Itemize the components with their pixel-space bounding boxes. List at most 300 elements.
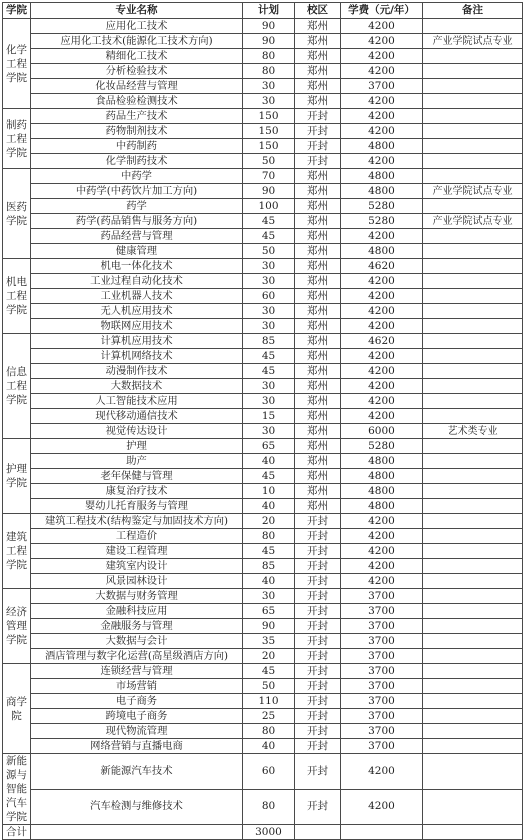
- note-cell: [423, 409, 523, 424]
- note-cell: [423, 529, 523, 544]
- campus-cell: 开封: [295, 559, 341, 574]
- table-body: [3, 19, 523, 840]
- note-cell: [423, 709, 523, 724]
- campus-cell: 开封: [295, 679, 341, 694]
- plan-cell: 60: [243, 289, 295, 304]
- major-cell: 连锁经营与管理: [31, 664, 243, 679]
- campus-cell: 开封: [295, 124, 341, 139]
- college-cell: 商学院: [3, 664, 31, 754]
- plan-cell: 50: [243, 679, 295, 694]
- college-cell: 制药工程学院: [3, 109, 31, 169]
- plan-cell: 100: [243, 199, 295, 214]
- plan-cell: 20: [243, 514, 295, 529]
- college-cell: 医药学院: [3, 169, 31, 259]
- table-row: [3, 244, 523, 259]
- campus-cell: 郑州: [295, 439, 341, 454]
- fee-cell: 5280: [341, 214, 423, 229]
- major-cell: 无人机应用技术: [31, 304, 243, 319]
- major-cell: 工程造价: [31, 529, 243, 544]
- table-row: [3, 289, 523, 304]
- campus-cell: 开封: [295, 529, 341, 544]
- campus-cell: 开封: [295, 604, 341, 619]
- plan-cell: 50: [243, 154, 295, 169]
- campus-cell: 开封: [295, 754, 341, 790]
- campus-cell: 郑州: [295, 244, 341, 259]
- table-row: [3, 259, 523, 274]
- plan-cell: 30: [243, 394, 295, 409]
- note-cell: [423, 139, 523, 154]
- table-row: [3, 424, 523, 439]
- major-cell: 人工智能技术应用: [31, 394, 243, 409]
- note-cell: [423, 394, 523, 409]
- campus-cell: 郑州: [295, 64, 341, 79]
- plan-cell: 30: [243, 589, 295, 604]
- fee-cell: 4200: [341, 109, 423, 124]
- fee-cell: 4200: [341, 559, 423, 574]
- fee-cell: 4200: [341, 49, 423, 64]
- table-row: [3, 364, 523, 379]
- campus-cell: 开封: [295, 619, 341, 634]
- fee-cell: 4200: [341, 319, 423, 334]
- major-cell: 大数据与财务管理: [31, 589, 243, 604]
- major-cell: 精细化工技术: [31, 49, 243, 64]
- plan-cell: 30: [243, 379, 295, 394]
- plan-cell: 30: [243, 424, 295, 439]
- note-cell: [423, 679, 523, 694]
- table-row: [3, 484, 523, 499]
- note-cell: [423, 169, 523, 184]
- major-cell: 分析检验技术: [31, 64, 243, 79]
- note-cell: [423, 364, 523, 379]
- table-row: [3, 664, 523, 679]
- campus-cell: 郑州: [295, 259, 341, 274]
- plan-cell: 45: [243, 364, 295, 379]
- plan-cell: 90: [243, 34, 295, 49]
- major-cell: 化妆品经营与管理: [31, 79, 243, 94]
- plan-cell: 50: [243, 244, 295, 259]
- fee-cell: 4200: [341, 274, 423, 289]
- campus-cell: 郑州: [295, 334, 341, 349]
- table-row: [3, 454, 523, 469]
- major-cell: 应用化工技术(能源化工技术方向): [31, 34, 243, 49]
- table-row: [3, 349, 523, 364]
- fee-cell: 4620: [341, 259, 423, 274]
- major-cell: 药学: [31, 199, 243, 214]
- campus-cell: 开封: [295, 139, 341, 154]
- table-row: [3, 199, 523, 214]
- plan-cell: 65: [243, 439, 295, 454]
- campus-cell: 开封: [295, 634, 341, 649]
- table-row: [3, 439, 523, 454]
- major-cell: 康复治疗技术: [31, 484, 243, 499]
- note-cell: [423, 244, 523, 259]
- table-row: [3, 604, 523, 619]
- fee-cell: 4200: [341, 544, 423, 559]
- major-cell: 中药学: [31, 169, 243, 184]
- note-cell: [423, 484, 523, 499]
- fee-cell: 4200: [341, 529, 423, 544]
- note-cell: [423, 664, 523, 679]
- campus-cell: 郑州: [295, 49, 341, 64]
- table-row: [3, 64, 523, 79]
- note-cell: [423, 574, 523, 589]
- major-cell: 大数据与会计: [31, 634, 243, 649]
- fee-cell: 4800: [341, 484, 423, 499]
- campus-cell: 开封: [295, 154, 341, 169]
- major-cell: 食品检验检测技术: [31, 94, 243, 109]
- major-cell: 药物制剂技术: [31, 124, 243, 139]
- plan-cell: 35: [243, 634, 295, 649]
- table-row: [3, 649, 523, 664]
- major-cell: 建设工程管理: [31, 544, 243, 559]
- table-row: [3, 49, 523, 64]
- fee-cell: 4800: [341, 499, 423, 514]
- table-row: [3, 634, 523, 649]
- plan-cell: 40: [243, 454, 295, 469]
- table-row: [3, 394, 523, 409]
- fee-cell: 4200: [341, 19, 423, 34]
- plan-cell: 65: [243, 604, 295, 619]
- note-cell: [423, 154, 523, 169]
- table-row: [3, 184, 523, 199]
- table-row: [3, 694, 523, 709]
- table-row: [3, 109, 523, 124]
- campus-cell: 郑州: [295, 409, 341, 424]
- major-cell: 应用化工技术: [31, 19, 243, 34]
- plan-cell: 45: [243, 469, 295, 484]
- note-cell: 产业学院试点专业: [423, 214, 523, 229]
- plan-cell: 85: [243, 334, 295, 349]
- note-cell: [423, 724, 523, 739]
- major-cell: 物联网应用技术: [31, 319, 243, 334]
- major-cell: 跨境电子商务: [31, 709, 243, 724]
- plan-cell: 90: [243, 619, 295, 634]
- major-cell: 健康管理: [31, 244, 243, 259]
- header-note: 备注: [423, 3, 523, 19]
- fee-cell: 3700: [341, 664, 423, 679]
- fee-cell: 4200: [341, 379, 423, 394]
- note-cell: [423, 559, 523, 574]
- note-cell: [423, 334, 523, 349]
- plan-cell: 80: [243, 529, 295, 544]
- table-row: [3, 739, 523, 754]
- campus-cell: 郑州: [295, 469, 341, 484]
- major-cell: 计算机应用技术: [31, 334, 243, 349]
- table-row: [3, 379, 523, 394]
- note-cell: [423, 379, 523, 394]
- campus-cell: 郑州: [295, 289, 341, 304]
- campus-cell: 郑州: [295, 229, 341, 244]
- table-row: [3, 529, 523, 544]
- college-cell: 建筑工程学院: [3, 514, 31, 589]
- fee-cell: 4800: [341, 184, 423, 199]
- fee-cell: 4200: [341, 394, 423, 409]
- note-cell: [423, 739, 523, 754]
- note-cell: [423, 124, 523, 139]
- plan-cell: 25: [243, 709, 295, 724]
- note-cell: 艺术类专业: [423, 424, 523, 439]
- major-cell: 酒店管理与数字化运营(高星级酒店方向): [31, 649, 243, 664]
- fee-cell: 3700: [341, 739, 423, 754]
- major-cell: 汽车检测与维修技术: [31, 789, 243, 825]
- table-row: [3, 34, 523, 49]
- college-cell: 信息工程学院: [3, 334, 31, 439]
- college-cell: 机电工程学院: [3, 259, 31, 334]
- plan-cell: 60: [243, 754, 295, 790]
- table-row: [3, 574, 523, 589]
- campus-cell: 开封: [295, 724, 341, 739]
- major-cell: 老年保健与管理: [31, 469, 243, 484]
- major-cell: 药品生产技术: [31, 109, 243, 124]
- table-row: [3, 469, 523, 484]
- note-cell: [423, 619, 523, 634]
- table-row: [3, 124, 523, 139]
- major-cell: 现代移动通信技术: [31, 409, 243, 424]
- major-cell: 助产: [31, 454, 243, 469]
- fee-cell: 3700: [341, 649, 423, 664]
- note-cell: [423, 19, 523, 34]
- major-cell: 电子商务: [31, 694, 243, 709]
- major-cell: 中药制药: [31, 139, 243, 154]
- plan-cell: 90: [243, 184, 295, 199]
- plan-cell: 30: [243, 274, 295, 289]
- college-cell: 经济管理学院: [3, 589, 31, 664]
- plan-cell: 30: [243, 319, 295, 334]
- fee-cell: 4200: [341, 364, 423, 379]
- note-cell: [423, 289, 523, 304]
- major-cell: 建筑室内设计: [31, 559, 243, 574]
- campus-cell: 郑州: [295, 349, 341, 364]
- plan-cell: 45: [243, 214, 295, 229]
- major-cell: 化学制药技术: [31, 154, 243, 169]
- note-cell: [423, 754, 523, 790]
- table-row: [3, 274, 523, 289]
- campus-cell: 开封: [295, 709, 341, 724]
- note-cell: [423, 319, 523, 334]
- campus-cell: 开封: [295, 739, 341, 754]
- table-row: [3, 409, 523, 424]
- campus-cell: 郑州: [295, 319, 341, 334]
- major-cell: 药品经营与管理: [31, 229, 243, 244]
- plan-cell: 15: [243, 409, 295, 424]
- note-cell: [423, 259, 523, 274]
- fee-cell: 3700: [341, 709, 423, 724]
- campus-cell: 郑州: [295, 454, 341, 469]
- major-cell: 大数据技术: [31, 379, 243, 394]
- campus-cell: 郑州: [295, 79, 341, 94]
- campus-cell: 郑州: [295, 169, 341, 184]
- note-cell: [423, 469, 523, 484]
- campus-cell: 开封: [295, 574, 341, 589]
- total-label-cell: 合计: [3, 825, 31, 840]
- major-cell: 网络营销与直播电商: [31, 739, 243, 754]
- fee-cell: 4200: [341, 94, 423, 109]
- fee-cell: 4200: [341, 409, 423, 424]
- plan-cell: 150: [243, 139, 295, 154]
- header-plan: 计划: [243, 3, 295, 19]
- plan-cell: 40: [243, 739, 295, 754]
- campus-cell: 郑州: [295, 364, 341, 379]
- note-cell: [423, 604, 523, 619]
- note-cell: [423, 94, 523, 109]
- major-cell: 工业机器人技术: [31, 289, 243, 304]
- total-empty-major: [31, 825, 243, 840]
- note-cell: [423, 49, 523, 64]
- plan-cell: 10: [243, 484, 295, 499]
- note-cell: [423, 229, 523, 244]
- enrollment-plan-table: [2, 2, 523, 840]
- major-cell: 风景园林设计: [31, 574, 243, 589]
- fee-cell: 4200: [341, 574, 423, 589]
- fee-cell: 4200: [341, 789, 423, 825]
- note-cell: [423, 789, 523, 825]
- fee-cell: 3700: [341, 679, 423, 694]
- plan-cell: 45: [243, 664, 295, 679]
- fee-cell: 4800: [341, 169, 423, 184]
- campus-cell: 郑州: [295, 34, 341, 49]
- campus-cell: 开封: [295, 109, 341, 124]
- college-cell: 护理学院: [3, 439, 31, 514]
- campus-cell: 郑州: [295, 19, 341, 34]
- fee-cell: 4200: [341, 229, 423, 244]
- table-row: [3, 679, 523, 694]
- table-row: [3, 724, 523, 739]
- note-cell: [423, 79, 523, 94]
- major-cell: 护理: [31, 439, 243, 454]
- campus-cell: 郑州: [295, 424, 341, 439]
- fee-cell: 3700: [341, 589, 423, 604]
- campus-cell: 郑州: [295, 394, 341, 409]
- campus-cell: 郑州: [295, 379, 341, 394]
- header-campus: 校区: [295, 3, 341, 19]
- major-cell: 药学(药品销售与服务方向): [31, 214, 243, 229]
- note-cell: [423, 694, 523, 709]
- plan-cell: 45: [243, 229, 295, 244]
- fee-cell: 4200: [341, 304, 423, 319]
- note-cell: [423, 634, 523, 649]
- table-row: [3, 169, 523, 184]
- note-cell: [423, 439, 523, 454]
- plan-cell: 150: [243, 109, 295, 124]
- campus-cell: 开封: [295, 694, 341, 709]
- fee-cell: 4800: [341, 244, 423, 259]
- campus-cell: 开封: [295, 514, 341, 529]
- enrollment-plan-table-container: [2, 2, 523, 840]
- table-row: [3, 589, 523, 604]
- note-cell: [423, 304, 523, 319]
- campus-cell: 开封: [295, 589, 341, 604]
- campus-cell: 开封: [295, 649, 341, 664]
- fee-cell: 4200: [341, 289, 423, 304]
- table-header-row: [3, 3, 523, 19]
- header-college: 学院: [3, 3, 31, 19]
- plan-cell: 30: [243, 94, 295, 109]
- note-cell: [423, 514, 523, 529]
- fee-cell: 4200: [341, 124, 423, 139]
- table-row: [3, 544, 523, 559]
- note-cell: [423, 199, 523, 214]
- note-cell: [423, 274, 523, 289]
- plan-cell: 30: [243, 304, 295, 319]
- campus-cell: 郑州: [295, 484, 341, 499]
- college-cell: 化学工程学院: [3, 19, 31, 109]
- major-cell: 金融科技应用: [31, 604, 243, 619]
- note-cell: [423, 649, 523, 664]
- table-row: [3, 229, 523, 244]
- table-row: [3, 319, 523, 334]
- note-cell: 产业学院试点专业: [423, 34, 523, 49]
- major-cell: 建筑工程技术(结构鉴定与加固技术方向): [31, 514, 243, 529]
- table-row: [3, 304, 523, 319]
- major-cell: 中药学(中药饮片加工方向): [31, 184, 243, 199]
- major-cell: 视觉传达设计: [31, 424, 243, 439]
- plan-cell: 30: [243, 259, 295, 274]
- note-cell: [423, 109, 523, 124]
- campus-cell: 开封: [295, 664, 341, 679]
- plan-cell: 90: [243, 19, 295, 34]
- fee-cell: 3700: [341, 724, 423, 739]
- total-empty-campus: [295, 825, 341, 840]
- fee-cell: 4800: [341, 139, 423, 154]
- total-plan-cell: 3000: [243, 825, 295, 840]
- campus-cell: 郑州: [295, 304, 341, 319]
- fee-cell: 4800: [341, 454, 423, 469]
- note-cell: [423, 499, 523, 514]
- note-cell: [423, 454, 523, 469]
- campus-cell: 郑州: [295, 499, 341, 514]
- campus-cell: 郑州: [295, 184, 341, 199]
- plan-cell: 45: [243, 544, 295, 559]
- note-cell: [423, 349, 523, 364]
- table-row: [3, 499, 523, 514]
- college-cell: 新能源与智能汽车学院: [3, 754, 31, 825]
- fee-cell: 4200: [341, 64, 423, 79]
- fee-cell: 5280: [341, 199, 423, 214]
- total-empty-fee: [341, 825, 423, 840]
- fee-cell: 3700: [341, 619, 423, 634]
- major-cell: 现代物流管理: [31, 724, 243, 739]
- major-cell: 计算机网络技术: [31, 349, 243, 364]
- fee-cell: 3700: [341, 694, 423, 709]
- note-cell: [423, 64, 523, 79]
- fee-cell: 4200: [341, 154, 423, 169]
- table-row: [3, 19, 523, 34]
- campus-cell: 郑州: [295, 274, 341, 289]
- fee-cell: 4200: [341, 349, 423, 364]
- note-cell: [423, 544, 523, 559]
- table-row: [3, 79, 523, 94]
- plan-cell: 80: [243, 724, 295, 739]
- campus-cell: 开封: [295, 544, 341, 559]
- table-row: [3, 514, 523, 529]
- major-cell: 动漫制作技术: [31, 364, 243, 379]
- total-empty-note: [423, 825, 523, 840]
- major-cell: 机电一体化技术: [31, 259, 243, 274]
- plan-cell: 110: [243, 694, 295, 709]
- header-fee: 学费（元/年）: [341, 3, 423, 19]
- total-row: [3, 825, 523, 840]
- table-row: [3, 619, 523, 634]
- table-row: [3, 789, 523, 825]
- major-cell: 新能源汽车技术: [31, 754, 243, 790]
- fee-cell: 3700: [341, 604, 423, 619]
- fee-cell: 3700: [341, 634, 423, 649]
- campus-cell: 开封: [295, 789, 341, 825]
- plan-cell: 30: [243, 79, 295, 94]
- plan-cell: 20: [243, 649, 295, 664]
- campus-cell: 郑州: [295, 94, 341, 109]
- table-row: [3, 139, 523, 154]
